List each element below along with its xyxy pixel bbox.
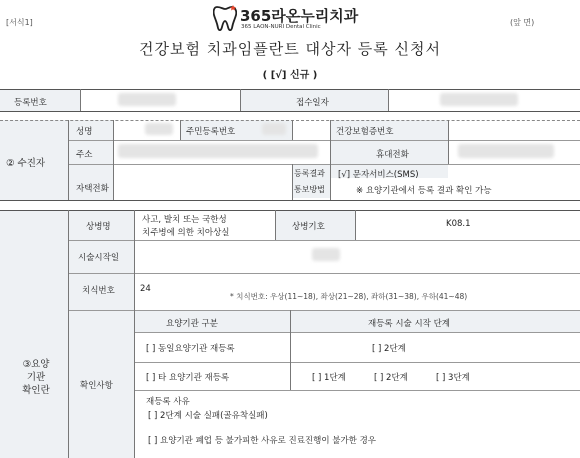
- insurance-number-label: 건강보험증번호: [336, 127, 394, 137]
- same-clinic-checkbox: [ ] 동일요양기관 재등록: [146, 344, 235, 354]
- stage2-checkbox-b: [ ] 2단계: [374, 373, 408, 383]
- stage1-checkbox: [ ] 1단계: [312, 373, 346, 383]
- notify-label-result: 등록결과: [294, 169, 325, 178]
- registration-number-label: 등록번호: [14, 98, 47, 108]
- stage2-checkbox-a: [ ] 2단계: [372, 344, 406, 354]
- confirmation-label: 확인사항: [80, 381, 113, 391]
- tooth-number-value: 24: [140, 284, 151, 294]
- home-phone-label: 자택전화: [76, 184, 109, 194]
- reason-implant-failure-checkbox: [ ] 2단계 시술 실패(골유착실패): [148, 411, 268, 421]
- notify-label-method: 통보방법: [294, 185, 325, 194]
- stage3-checkbox: [ ] 3단계: [436, 373, 470, 383]
- disease-code-value: K08.1: [446, 219, 471, 229]
- tooth-logo-icon: [213, 4, 237, 32]
- disease-name-label: 상병명: [86, 222, 111, 232]
- tooth-number-note: * 치식번호: 우상(11~18), 좌상(21~28), 좌하(31~38), 우하(41~48): [230, 292, 468, 301]
- received-date-label: 접수일자: [296, 98, 329, 108]
- clinic-section-label-line1: ③요양: [22, 359, 50, 370]
- applicant-section-label: ② 수진자: [6, 158, 46, 169]
- received-date-redacted: [440, 93, 518, 106]
- clinic-section-label-line2: 기관: [26, 372, 46, 383]
- disease-name-value-1: 사고, 발치 또는 국한성: [142, 215, 227, 225]
- procedure-start-redacted: [312, 248, 340, 261]
- disease-name-value-2: 치주병에 의한 치아상실: [142, 228, 230, 238]
- mobile-redacted: [458, 144, 554, 158]
- registration-type: ( [√] 신규 ): [262, 70, 318, 81]
- mobile-label: 휴대전화: [376, 150, 409, 160]
- form-number: [서식1]: [6, 18, 33, 27]
- brand-subtitle: 365 LAON-NURI Dental Clinic: [241, 24, 321, 30]
- name-label: 성명: [76, 127, 93, 137]
- registration-number-redacted: [118, 93, 176, 106]
- disease-code-label: 상병기호: [292, 222, 325, 232]
- resident-number-label: 주민등록번호: [186, 127, 236, 137]
- brand-name: 365라온누리치과: [240, 7, 359, 25]
- resident-number-redacted: [262, 123, 286, 135]
- page-side-label: (앞 면): [510, 18, 535, 27]
- name-redacted: [145, 123, 173, 135]
- re-registration-reason-title: 재등록 사유: [146, 397, 190, 407]
- clinic-section-label-line3: 확인란: [22, 385, 50, 396]
- notify-sms-checkbox: [√] 문자서비스(SMS): [338, 170, 419, 180]
- notify-note: ※ 요양기관에서 등록 결과 확인 가능: [356, 186, 492, 196]
- other-clinic-checkbox: [ ] 타 요양기관 재등록: [146, 373, 230, 383]
- form-title: 건강보험 치과임플란트 대상자 등록 신청서: [139, 40, 441, 58]
- restart-stage-header: 재등록 시술 시작 단계: [368, 319, 451, 329]
- tooth-number-label: 치식번호: [82, 286, 115, 296]
- procedure-start-label: 시술시작일: [78, 253, 120, 263]
- clinic-type-header: 요양기관 구분: [166, 319, 218, 329]
- clinic-section-label: [14, 358, 58, 397]
- reason-clinic-closure-checkbox: [ ] 요양기관 폐업 등 불가피한 사유로 진료진행이 불가한 경우: [148, 436, 377, 446]
- address-redacted: [118, 144, 318, 158]
- address-label: 주소: [76, 150, 93, 160]
